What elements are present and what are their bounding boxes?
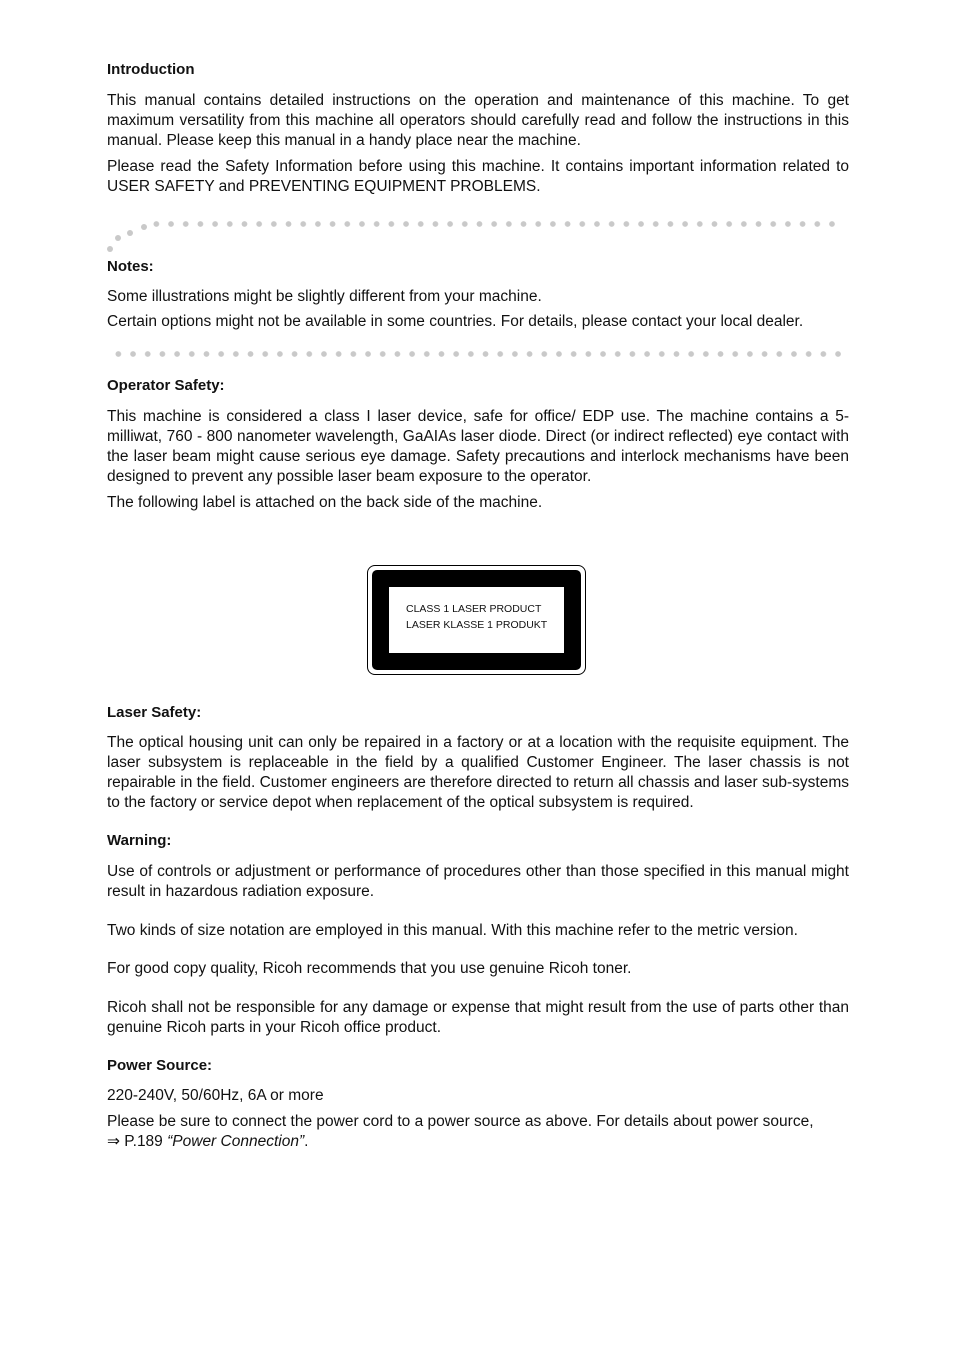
decorative-dot <box>115 235 121 241</box>
power-source-rating: 220-240V, 50/60Hz, 6A or more <box>107 1087 324 1104</box>
label-line-2: LASER KLASSE 1 PRODUKT <box>406 618 548 631</box>
operator-safety-heading: Operator Safety: <box>107 377 225 394</box>
decorative-dot <box>127 230 133 236</box>
page-reference[interactable]: ⇒ P.189 <box>107 1133 163 1150</box>
page-reference-title[interactable]: “Power Connection” <box>167 1133 305 1150</box>
laser-safety-heading: Laser Safety: <box>107 704 202 721</box>
warning-paragraph-3: For good copy quality, Ricoh recommends that you use genuine Ricoh toner. <box>107 960 632 977</box>
laser-safety-paragraph: The optical housing unit can only be repaired in a factory or at a location with the requisite equipment. The laser subsystem is replaceable in the field by a qualified Customer Engineer. The laser chassis is not repairable in the field. Customer engineers are therefore directed to return all chassis and laser sub-systems to the factory or service depot when replacement of the optical subsystem is required. <box>107 734 849 811</box>
power-source-paragraph <box>107 1112 849 1152</box>
introduction-heading: Introduction <box>107 61 195 78</box>
notes-paragraph-1: Some illustrations might be slightly different from your machine. <box>107 288 542 305</box>
decorative-dot <box>141 224 147 230</box>
introduction-paragraph-1: This manual contains detailed instructions on the operation and maintenance of this machine. To get maximum versatility from this machine all operators should carefully read and follow the instructions in this manual. Please keep this manual in a handy place near the machine. <box>107 92 849 149</box>
operator-safety-paragraph-1: This machine is considered a class I laser device, safe for office/ EDP use. The machine contains a 5-milliwat, 760 - 800 nanometer wavelength, GaAIAs laser diode. Direct (or indirect reflected) eye contact with the laser beam might cause serious eye damage. Safety precautions and interlock mechanisms have been designed to prevent any possible laser beam exposure to the operator. <box>107 408 849 485</box>
operator-safety-paragraph-2: The following label is attached on the back side of the machine. <box>107 494 543 511</box>
power-source-heading: Power Source: <box>107 1057 213 1074</box>
laser-warning-label <box>367 565 586 675</box>
notes-paragraph-2: Certain options might not be available in some countries. For details, please contact your local dealer. <box>107 313 804 330</box>
power-source-text: Please be sure to connect the power cord to a power source as above. For details about power source, <box>107 1113 814 1130</box>
decorative-dot <box>107 246 113 252</box>
dotted-divider <box>111 350 847 358</box>
warning-paragraph-1: Use of controls or adjustment or performance of procedures other than those specified in this manual might result in hazardous radiation exposure. <box>107 863 849 900</box>
label-black-border <box>372 570 581 670</box>
page-reference-end: . <box>304 1133 309 1150</box>
warning-paragraph-2: Two kinds of size notation are employed in this manual. With this machine refer to the metric version. <box>107 922 798 939</box>
warning-heading: Warning: <box>107 832 172 849</box>
warning-paragraph-4: Ricoh shall not be responsible for any damage or expense that might result from the use of parts other than genuine Ricoh parts in your Ricoh office product. <box>107 999 849 1036</box>
label-line-1: CLASS 1 LASER PRODUCT <box>406 603 542 615</box>
notes-heading: Notes: <box>107 258 154 275</box>
introduction-paragraph-2: Please read the Safety Information before using this machine. It contains important information related to USER SAFETY and PREVENTING EQUIPMENT PROBLEMS. <box>107 158 849 195</box>
label-text-area <box>389 587 564 653</box>
dotted-divider <box>149 220 843 228</box>
